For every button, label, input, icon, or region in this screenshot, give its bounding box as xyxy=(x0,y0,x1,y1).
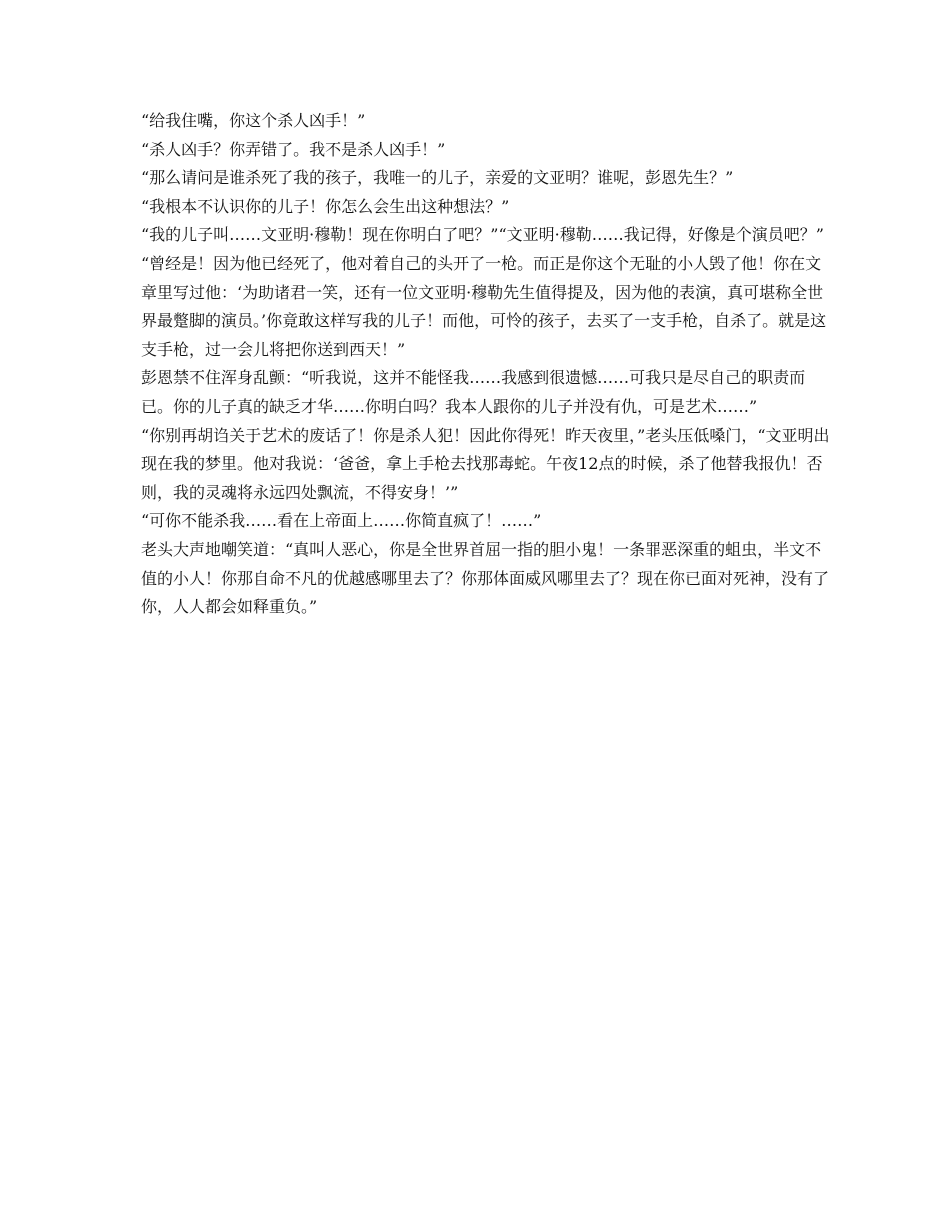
paragraph-1: “给我住嘴，你这个杀人凶手！” xyxy=(141,111,366,130)
paragraph-9: “可你不能杀我……看在上帝面上……你简直疯了！……” xyxy=(141,511,542,531)
paragraph-10: 老头大声地嘲笑道：“真叫人恶心，你是全世界首屈一指的胆小鬼！一条罪恶深重的蛆虫，半文不值的小人！你那自命不凡的优越感哪里去了？你那体面威风哪里去了？现在你已面对死神，没有了你，人人都会如释重负。” xyxy=(141,539,830,617)
paragraph-4: “我根本不认识你的儿子！你怎么会生出这种想法？” xyxy=(141,196,510,216)
paragraph-3: “那么请问是谁杀死了我的孩子，我唯一的儿子，亲爱的文亚明？谁呢，彭恩先生？” xyxy=(141,168,734,188)
paragraph-5: “我的儿子叫……文亚明·穆勒！现在你明白了吧？”“文亚明·穆勒……我记得，好像是个演员吧？” xyxy=(141,225,824,245)
story-text xyxy=(141,107,831,622)
paragraph-8: “你别再胡诌关于艺术的废话了！你是杀人犯！因此你得死！昨天夜里，”老头压低嗓门，“文亚明出现在我的梦里。他对我说：‘爸爸，拿上手枪去找那毒蛇。午夜12点的时候，杀了他替我报仇！否则，我的灵魂将永远四处飘流，不得安身！’” xyxy=(141,425,830,502)
paragraph-2: “杀人凶手？你弄错了。我不是杀人凶手！” xyxy=(141,139,446,159)
paragraph-6: “曾经是！因为他已经死了，他对着自己的头开了一枪。而正是你这个无耻的小人毁了他！你在文章里写过他：‘为助诸君一笑，还有一位文亚明·穆勒先生值得提及，因为他的表演，真可堪称全世界最蹩脚的演员。’你竟敢这样写我的儿子！而他，可怜的孩子，去买了一支手枪，自杀了。就是这支手枪，过一会儿将把你送到西天！” xyxy=(141,253,827,359)
paragraph-7: 彭恩禁不住浑身乱颤：“听我说，这并不能怪我……我感到很遗憾……可我只是尽自己的职责而已。你的儿子真的缺乏才华……你明白吗？我本人跟你的儿子并没有仇，可是艺术……” xyxy=(141,368,806,416)
